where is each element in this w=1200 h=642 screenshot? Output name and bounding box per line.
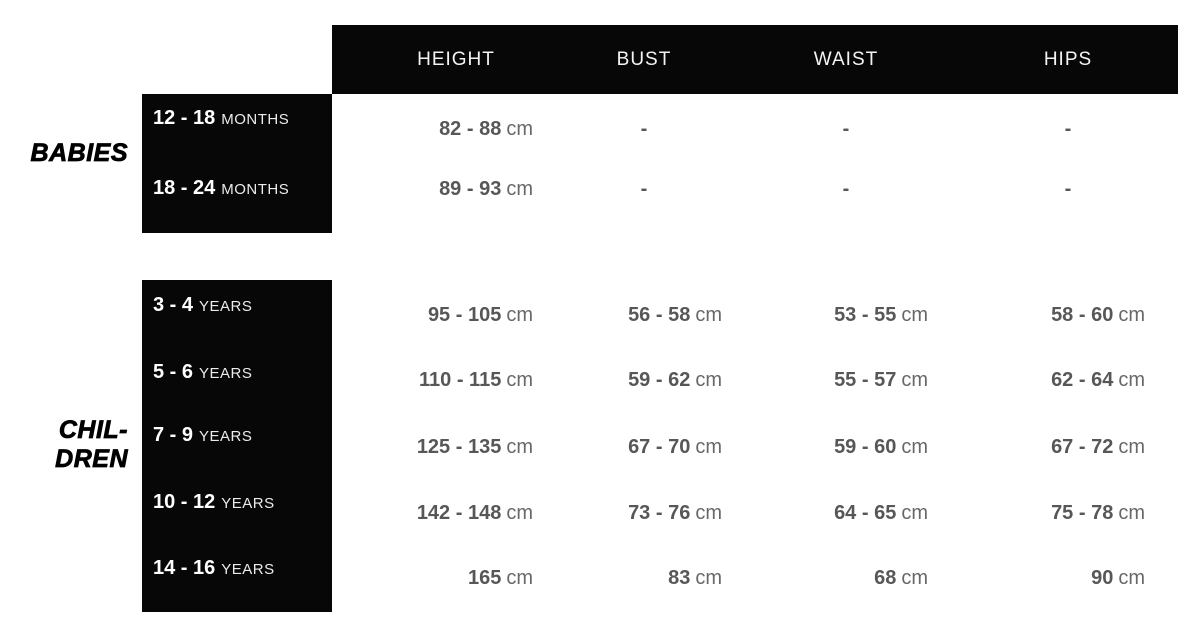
column-header-hips: HIPS — [1043, 49, 1093, 70]
value-unit: cm — [901, 567, 928, 589]
value-unit: cm — [1118, 567, 1145, 589]
age-range: 3 - 4 — [153, 294, 194, 316]
value-number: 125 - 135 — [416, 436, 502, 458]
cell-height — [333, 174, 533, 204]
value-number: - — [640, 118, 648, 140]
cell-height — [333, 432, 533, 462]
value-unit: cm — [506, 178, 533, 200]
cell-waist — [746, 174, 946, 204]
age-range: 18 - 24 — [153, 177, 216, 199]
value-unit: cm — [506, 502, 533, 524]
age-unit-word: YEARS — [199, 365, 253, 382]
value-number: 73 - 76 — [628, 502, 691, 524]
age-unit-word: MONTHS — [221, 111, 290, 128]
group-label-babies: BABIES — [30, 139, 128, 167]
cell-bust — [522, 563, 722, 593]
cell-waist — [728, 300, 928, 330]
value-number: 59 - 62 — [628, 369, 691, 391]
value-unit: cm — [1118, 502, 1145, 524]
group-label-line-2: DREN — [55, 445, 128, 473]
value-unit: cm — [901, 369, 928, 391]
age-range: 10 - 12 — [153, 491, 216, 513]
cell-waist — [746, 114, 946, 144]
value-number: 95 - 105 — [427, 304, 502, 326]
column-header-waist: WAIST — [813, 49, 879, 70]
age-unit-word: YEARS — [221, 561, 275, 578]
value-unit: cm — [506, 436, 533, 458]
value-number: - — [842, 118, 850, 140]
value-unit: cm — [506, 304, 533, 326]
value-number: 67 - 72 — [1051, 436, 1114, 458]
value-number: 82 - 88 — [439, 118, 502, 140]
value-unit: cm — [695, 436, 722, 458]
age-range: 14 - 16 — [153, 557, 216, 579]
group-label-line-1: CHIL- — [58, 416, 128, 444]
table-header-bar — [332, 25, 1178, 94]
cell-hips — [968, 174, 1168, 204]
cell-height — [333, 114, 533, 144]
cell-waist — [728, 365, 928, 395]
value-unit: cm — [901, 502, 928, 524]
age-unit-word: MONTHS — [221, 181, 290, 198]
table-row — [0, 300, 1200, 330]
table-row — [0, 114, 1200, 144]
table-row — [0, 563, 1200, 593]
age-unit-word: YEARS — [199, 298, 253, 315]
cell-hips — [945, 365, 1145, 395]
cell-height — [333, 365, 533, 395]
table-row — [0, 174, 1200, 204]
value-number: 62 - 64 — [1051, 369, 1114, 391]
cell-hips — [945, 563, 1145, 593]
value-unit: cm — [506, 567, 533, 589]
cell-height — [333, 498, 533, 528]
cell-bust — [522, 498, 722, 528]
cell-height — [333, 563, 533, 593]
value-unit: cm — [1118, 369, 1145, 391]
value-unit: cm — [695, 304, 722, 326]
value-number: 75 - 78 — [1051, 502, 1114, 524]
cell-bust — [544, 114, 744, 144]
table-row — [0, 365, 1200, 395]
value-unit: cm — [506, 369, 533, 391]
value-unit: cm — [1118, 304, 1145, 326]
value-number: 165 — [467, 567, 502, 589]
age-range: 5 - 6 — [153, 361, 194, 383]
cell-waist — [728, 563, 928, 593]
column-header-height: HEIGHT — [417, 49, 495, 70]
value-number: 142 - 148 — [416, 502, 502, 524]
value-number: 90 — [1091, 567, 1114, 589]
cell-bust — [522, 432, 722, 462]
value-unit: cm — [901, 436, 928, 458]
column-header-bust: BUST — [616, 49, 672, 70]
value-number: 56 - 58 — [628, 304, 691, 326]
value-number: 67 - 70 — [628, 436, 691, 458]
value-number: 55 - 57 — [834, 369, 897, 391]
value-number: 64 - 65 — [834, 502, 897, 524]
cell-bust — [544, 174, 744, 204]
value-number: 59 - 60 — [834, 436, 897, 458]
value-number: - — [640, 178, 648, 200]
cell-bust — [522, 365, 722, 395]
cell-height — [333, 300, 533, 330]
value-number: 68 — [874, 567, 897, 589]
value-unit: cm — [506, 118, 533, 140]
age-unit-word: YEARS — [199, 428, 253, 445]
value-unit: cm — [695, 567, 722, 589]
value-unit: cm — [1118, 436, 1145, 458]
age-range: 7 - 9 — [153, 424, 194, 446]
cell-hips — [945, 432, 1145, 462]
cell-hips — [968, 114, 1168, 144]
value-number: 53 - 55 — [834, 304, 897, 326]
value-unit: cm — [695, 369, 722, 391]
value-number: - — [842, 178, 850, 200]
cell-bust — [522, 300, 722, 330]
value-number: 58 - 60 — [1051, 304, 1114, 326]
value-number: - — [1064, 178, 1072, 200]
value-number: 89 - 93 — [439, 178, 502, 200]
value-number: 83 — [668, 567, 691, 589]
cell-waist — [728, 432, 928, 462]
cell-hips — [945, 300, 1145, 330]
age-unit-word: YEARS — [221, 495, 275, 512]
value-number: - — [1064, 118, 1072, 140]
table-row — [0, 498, 1200, 528]
age-range: 12 - 18 — [153, 107, 216, 129]
cell-hips — [945, 498, 1145, 528]
value-unit: cm — [901, 304, 928, 326]
table-row — [0, 432, 1200, 462]
value-number: 110 - 115 — [419, 369, 502, 391]
value-unit: cm — [695, 502, 722, 524]
cell-waist — [728, 498, 928, 528]
